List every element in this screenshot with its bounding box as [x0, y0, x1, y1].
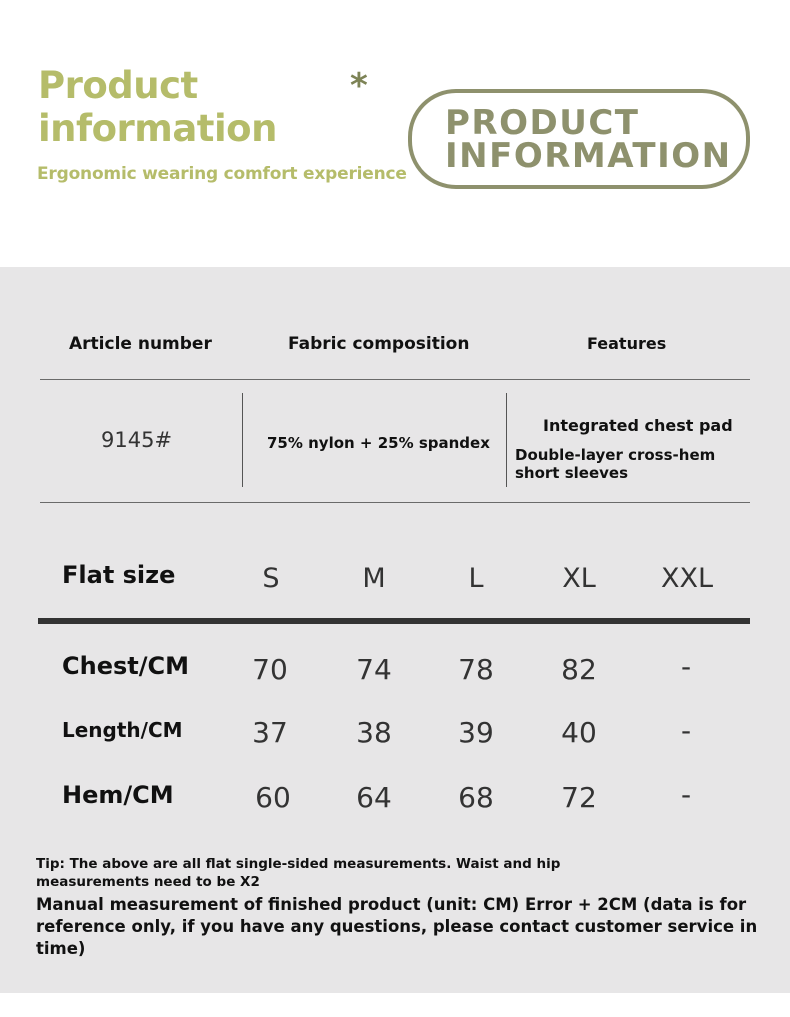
length-l: 39	[458, 716, 494, 749]
flat-size-label: Flat size	[62, 561, 176, 589]
feature-sleeves: Double-layer cross-hem short sleeves	[515, 446, 716, 482]
length-s: 37	[252, 716, 288, 749]
asterisk-icon: *	[350, 66, 368, 106]
subtitle: Ergonomic wearing comfort experience	[37, 164, 407, 184]
size-table-divider	[38, 618, 750, 624]
row-label-hem: Hem/CM	[62, 781, 174, 809]
info-table-top-rule	[40, 379, 750, 380]
hem-s: 60	[255, 781, 291, 814]
fabric-composition-value: 75% nylon + 25% spandex	[267, 434, 490, 452]
title-line-2: information	[38, 107, 277, 150]
tip-note: Tip: The above are all flat single-sided measurements. Waist and hip measurements need to be X2	[36, 856, 561, 890]
product-information-badge	[408, 89, 750, 189]
info-column-divider-2	[506, 393, 507, 487]
header-article-number: Article number	[69, 334, 212, 354]
size-header-s: S	[262, 563, 280, 594]
info-column-divider-1	[242, 393, 243, 487]
row-label-length: Length/CM	[62, 718, 183, 742]
chest-xxl: -	[680, 650, 692, 683]
chest-xl: 82	[561, 653, 597, 686]
size-header-m: M	[362, 563, 386, 594]
header-fabric-composition: Fabric composition	[288, 334, 470, 354]
badge-line-1: PRODUCT	[445, 103, 640, 143]
chest-m: 74	[356, 653, 392, 686]
feature-chest-pad: Integrated chest pad	[543, 416, 733, 435]
hem-xl: 72	[561, 781, 597, 814]
chest-s: 70	[252, 653, 288, 686]
hem-m: 64	[356, 781, 392, 814]
header-features: Features	[587, 334, 667, 353]
chest-l: 78	[458, 653, 494, 686]
header-section	[0, 0, 790, 267]
size-header-xl: XL	[562, 563, 596, 594]
hem-xxl: -	[680, 778, 692, 811]
length-xl: 40	[561, 716, 597, 749]
article-number-value: 9145#	[101, 428, 173, 452]
info-table-bottom-rule	[40, 502, 750, 503]
size-header-xxl: XXL	[660, 563, 714, 594]
badge-line-2: INFORMATION	[445, 136, 732, 176]
title-line-1: Product	[38, 64, 198, 107]
length-xxl: -	[680, 714, 692, 747]
row-label-chest: Chest/CM	[62, 652, 189, 680]
length-m: 38	[356, 716, 392, 749]
manual-measurement-note: Manual measurement of finished product (unit: CM) Error + 2CM (data is for reference only, if you have any questions, please contact customer service in time)	[36, 895, 758, 958]
size-header-l: L	[468, 563, 484, 594]
hem-l: 68	[458, 781, 494, 814]
badge-text	[445, 103, 732, 176]
